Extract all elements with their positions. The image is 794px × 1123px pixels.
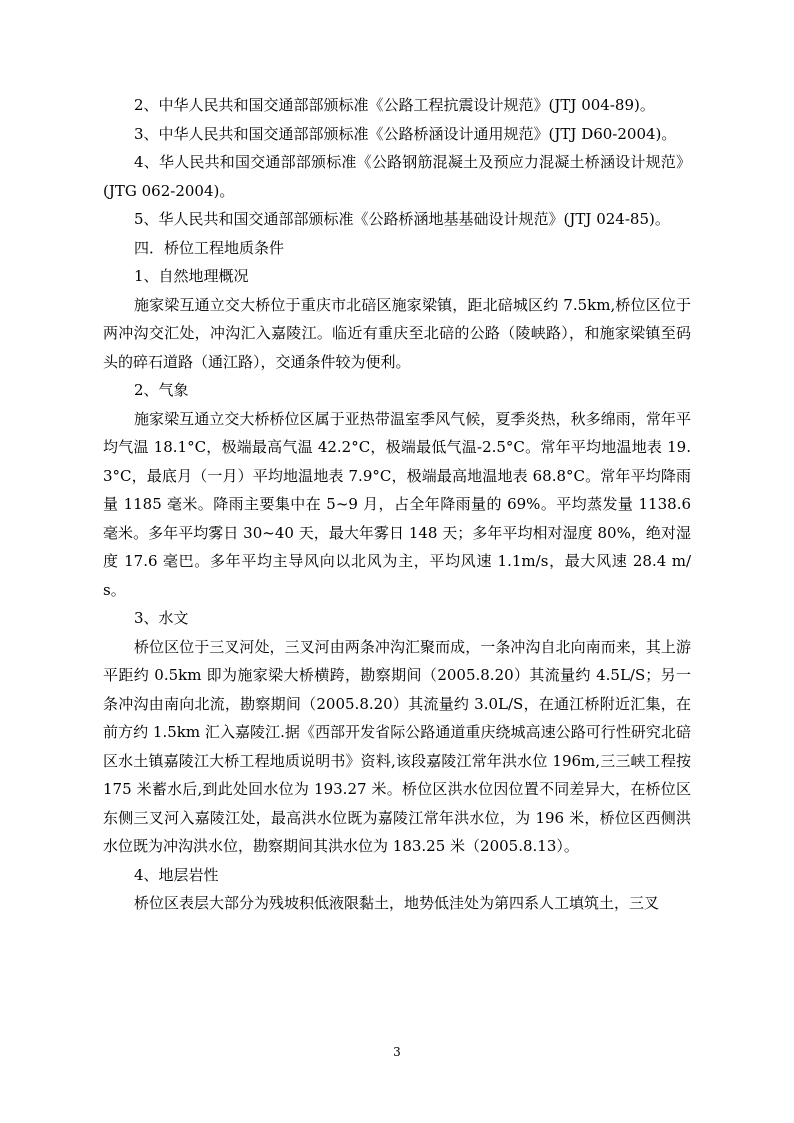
reference-item-4: 4、华人民共和国交通部部颁标准《公路钢筋混凝土及预应力混凝土桥涵设计规范》(JTG 062-2004)。 [103,153,691,200]
subheading-hydrology: 3、水文 [134,609,189,627]
section-heading: 四．桥位工程地质条件 [134,238,285,257]
page-number: 3 [393,1045,401,1059]
reference-item-5: 5、华人民共和国交通部部颁标准《公路桥涵地基基础设计规范》(JTJ 024-85)。 [134,210,670,228]
subheading-geography: 1、自然地理概况 [134,267,249,285]
reference-item-2: 2、中华人民共和国交通部部颁标准《公路工程抗震设计规范》(JTJ 004-89)。 [134,96,655,114]
paragraph-hydrology: 桥位区位于三叉河处，三叉河由两条冲沟汇聚而成，一条冲沟自北向南而来，其上游平距约 0.5km 即为施家梁大桥横跨，勘察期间（2005.8.20）其流量约 4.5L/S；另一条冲沟由南向北流，勘察期间（2005.8.20）其流量约 3.0L/S，在通江桥附近汇集，在前方约 1.5km 汇入嘉陵江.据《西部开发省际公路通道重庆绕城高速公路可行性研究北碚区水土镇嘉陵江大桥工程地质说明书》资料,该段嘉陵江常年洪水位 196m,三三峡工程按 175 米蓄水后,到此处回水位为 193.27 米。桥位区洪水位因位置不同差异大，在桥位区东侧三叉河入嘉陵江处，最高洪水位既为嘉陵江常年洪水位，为 196 米，桥位区西侧洪水位既为冲沟洪水位，勘察期间其洪水位为 183.25 米（2005.8.13）。 [103,637,691,855]
subheading-stratigraphy: 4、地层岩性 [134,865,219,884]
paragraph-geography: 施家梁互通立交大桥位于重庆市北碚区施家梁镇，距北碚城区约 7.5km,桥位区位于两冲沟交汇处，冲沟汇入嘉陵江。临近有重庆至北碚的公路（陵峡路），和施家梁镇至码头的碎石道路（通江路），交通条件较为便利。 [103,295,691,371]
paragraph-stratigraphy: 桥位区表层大部分为残坡积低液限黏土，地势低洼处为第四系人工填筑土，三叉 [134,894,660,912]
paragraph-climate: 施家梁互通立交大桥桥位区属于亚热带温室季风气候，夏季炎热，秋多绵雨，常年平均气温 18.1°C，极端最高气温 42.2°C，极端最低气温-2.5°C。常年平均地温地表 19.3°C，最底月（一月）平均地温地表 7.9°C，极端最高地温地表 68.8°C。常年平均降雨量 1185 毫米。降雨主要集中在 5~9 月，占全年降雨量的 69%。平均蒸发量 1138.6 毫米。多年平均雾日 30~40 天，最大年雾日 148 天；多年平均相对湿度 80%，绝对湿度 17.6 毫巴。多年平均主导风向以北风为主，平均风速 1.1m/s，最大风速 28.4 m/s。 [103,409,691,599]
subheading-climate: 2、气象 [134,381,189,399]
reference-item-3: 3、中华人民共和国交通部部颁标准《公路桥涵设计通用规范》(JTJ D60-2004)。 [134,124,677,143]
document-body [0,91,794,918]
